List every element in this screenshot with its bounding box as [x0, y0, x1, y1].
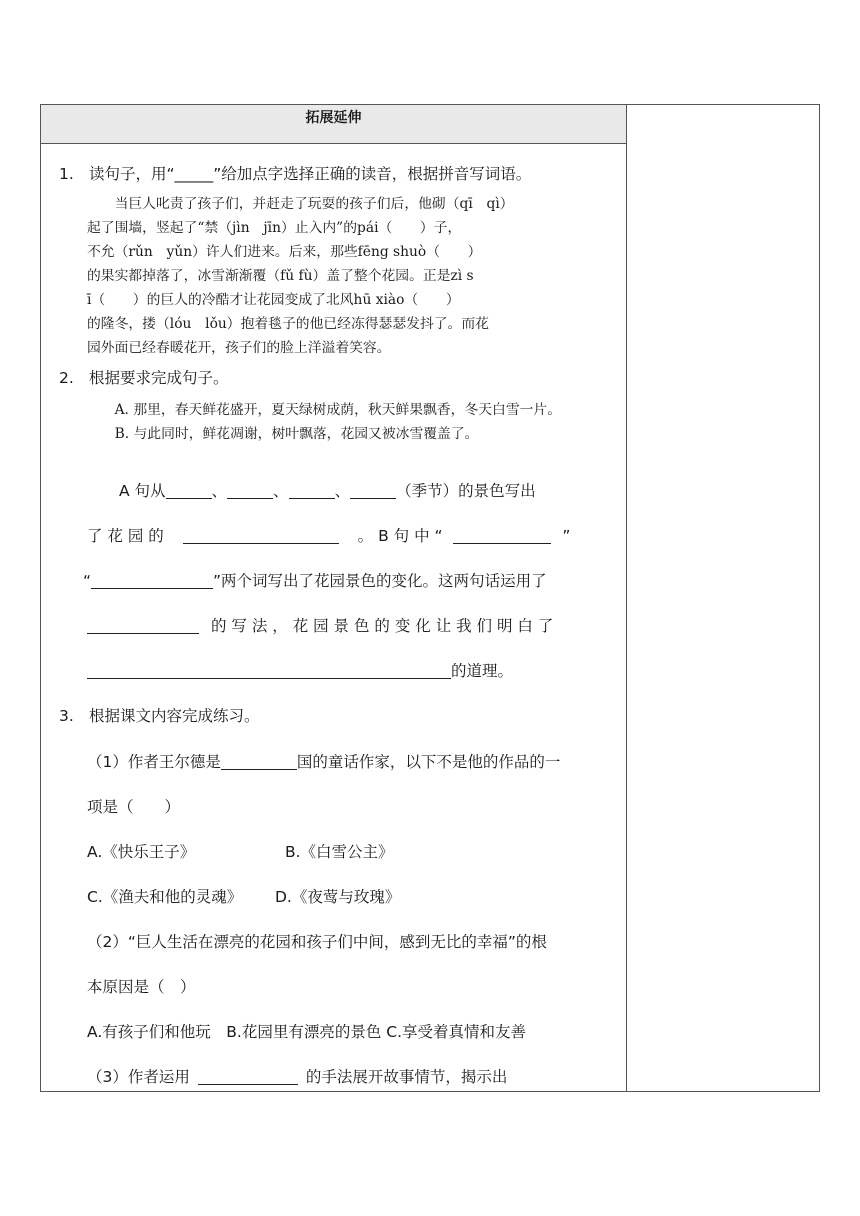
question-2-heading [59, 366, 229, 388]
options-text: A.有孩子们和他玩 B.花园里有漂亮的景色 C.享受着真情和友善 [87, 1023, 526, 1041]
worksheet-table [40, 104, 820, 1092]
answer-blank[interactable] [183, 527, 339, 544]
answer-blank[interactable] [289, 482, 335, 499]
passage-line: 园外面已经春暖花开，孩子们的脸上洋溢着笑容。 [87, 340, 391, 356]
sub-question-2-options [87, 1020, 615, 1042]
question-prompt: 根据要求完成句子。 [89, 369, 229, 387]
fill-line-3: “ ”两个词写出了花园景色的变化。这两句话运用了 [83, 572, 547, 590]
question-3-heading [59, 704, 260, 726]
answer-blank[interactable] [227, 482, 273, 499]
section-title: 拓展延伸 [305, 110, 362, 126]
sub-question-3: （3）作者运用 的手法展开故事情节，揭示出 [87, 1068, 508, 1086]
question-prompt: 根据课文内容完成练习。 [89, 707, 260, 725]
passage-line: 的隆冬，搂（lóu lǒu）抱着毯子的他已经冻得瑟瑟发抖了。而花 [87, 316, 489, 332]
fill-line-4: 的 写 法 ， 花 园 景 色 的 变 化 让 我 们 明 白 了 [87, 614, 615, 636]
options-row-1 [87, 840, 615, 862]
main-column [41, 105, 627, 1091]
question-prompt: 读句子，用“_____”给加点字选择正确的读音，根据拼音写词语。 [89, 165, 532, 183]
question-1-heading [59, 162, 531, 184]
question-number: 1. [59, 165, 74, 183]
sub-question-2: （2）“巨人生活在漂亮的花园和孩子们中间，感到无比的幸福”的根 [87, 933, 547, 951]
side-column [627, 105, 819, 1091]
sub-question-1-cont: 项是（ ） [87, 798, 181, 816]
answer-blank[interactable] [87, 662, 451, 679]
option-d[interactable]: D.《夜莺与玫瑰》 [275, 888, 401, 906]
fill-line-1: A 句从 、 、 、 （季节）的景色写出 [119, 482, 536, 500]
passage-line: ī（ ）的巨人的冷酷才让花园变成了北风hū xiào（ ） [87, 292, 460, 308]
passage-line: 不允（rǔn yǔn）许人们进来。后来，那些fēng shuò（ ） [87, 244, 482, 260]
passage-line: 的果实都掉落了，冰雪渐渐覆（fǔ fù）盖了整个花园。正是zì s [87, 268, 474, 284]
question-number: 2. [59, 369, 74, 387]
fill-line-5: 的道理。 [87, 659, 615, 681]
passage-line: 起了围墙，竖起了“禁（jìn jīn）止入内”的pái（ ）子， [87, 220, 462, 236]
answer-blank[interactable] [91, 572, 213, 589]
answer-blank[interactable] [87, 617, 199, 634]
options-row-2 [87, 885, 615, 907]
answer-blank[interactable] [350, 482, 396, 499]
question-number: 3. [59, 707, 74, 725]
answer-blank[interactable] [166, 482, 212, 499]
passage-line: 当巨人叱责了孩子们，并赶走了玩耍的孩子们后，他砌（qī qì） [114, 196, 514, 212]
section-header [41, 105, 626, 144]
option-c[interactable]: C.《渔夫和他的灵魂》 [87, 888, 243, 906]
sentence-a: A. 那里，春天鲜花盛开，夏天绿树成荫，秋天鲜果飘香，冬天白雪一片。 [114, 402, 562, 418]
answer-blank[interactable] [221, 753, 297, 770]
sub-question-1: （1）作者王尔德是 国的童话作家，以下不是他的作品的一 [87, 753, 561, 771]
fill-line-2: 了 花 园 的 。 B 句 中 “ ” [87, 527, 571, 545]
answer-blank[interactable] [198, 1068, 298, 1085]
option-b[interactable]: B.《白雪公主》 [285, 843, 394, 861]
answer-blank[interactable] [453, 527, 551, 544]
option-a[interactable]: A.《快乐王子》 [87, 843, 196, 861]
question-1-passage [87, 192, 615, 360]
question-2-sentences [87, 398, 615, 446]
sub-question-2-cont: 本原因是（ ） [87, 978, 196, 996]
sentence-b: B. 与此同时，鲜花凋谢，树叶飘落，花园又被冰雪覆盖了。 [114, 426, 479, 442]
